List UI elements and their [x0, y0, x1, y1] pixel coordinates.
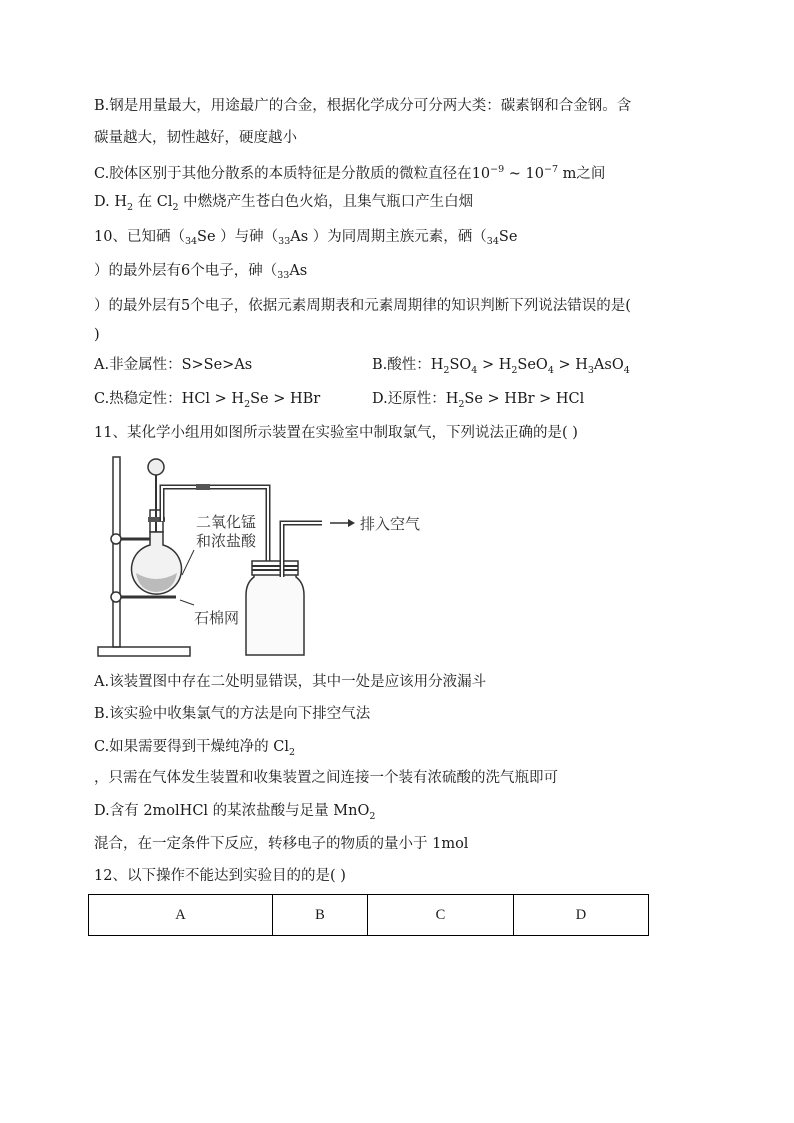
q11-option-b: B.该实验中收集氯气的方法是向下排空气法 [94, 706, 371, 722]
q10-stem-line3: ）的最外层有5个电子，依据元素周期表和元素周期律的知识判断下列说法错误的是( [94, 298, 631, 314]
q11-stem: 11、某化学小组用如图所示装置在实验室中制取氯气，下列说法正确的是( ) [94, 425, 578, 441]
funnel-bulb [148, 459, 164, 475]
q10-stem-line1: 10、已知硒（$_{34}Se$ ）与砷（$_{33}As$ ）为同周期主族元素，硒（$_{34}Se$ [94, 229, 518, 247]
table-header-d: D [514, 895, 649, 936]
collection-bottle [246, 565, 304, 655]
q12-options-table [88, 894, 649, 936]
q11-option-c-line2: ，只需在气体发生装置和收集装置之间连接一个装有浓硫酸的洗气瓶即可 [94, 770, 558, 786]
table-header-b: B [273, 895, 368, 936]
label-asbestos-gauze: 石棉网 [194, 610, 240, 627]
q9-option-b-line2: 碳量越大，韧性越好，硬度越小 [94, 130, 297, 146]
q10-stem-line4: ) [94, 327, 100, 343]
q10-option-d: D.还原性：$H_2Se$ > HBr > HCl [372, 391, 585, 410]
q10-option-b: B.酸性：$H_2SO_4 > H_2SeO_4 > H_3AsO_4$ [372, 357, 630, 376]
label-exhaust: 排入空气 [360, 516, 421, 533]
q9-option-b-line1: B.钢是用量最大，用途最广的合金，根据化学成分可分两大类：碳素钢和合金钢。含 [94, 98, 632, 114]
stand-rod [113, 457, 120, 647]
table-header-a: A [89, 895, 273, 936]
chlorine-apparatus-figure [96, 455, 436, 665]
label-mno2: 二氧化锰 [196, 514, 257, 531]
q11-option-d-line2: 混合，在一定条件下反应，转移电子的物质的量小于 1mol [94, 836, 469, 852]
label-hcl: 和浓盐酸 [196, 533, 257, 550]
q11-option-a: A.该装置图中存在二处明显错误，其中一处是应该用分液漏斗 [94, 674, 487, 690]
q9-option-d: D. $H_2$ 在 $Cl_2$ 中燃烧产生苍白色火焰，且集气瓶口产生白烟 [94, 194, 474, 213]
q12-stem: 12、以下操作不能达到实验目的的是( ) [94, 868, 346, 884]
q11-option-c-line1: C.如果需要得到干燥纯净的 $Cl_2$ [94, 739, 296, 758]
q11-option-d-line1: D.含有 2molHCl 的某浓盐酸与足量 MnO$_2$ [94, 803, 376, 822]
q10-option-a: A.非金属性：S>Se>As [94, 357, 253, 373]
stand-base [98, 647, 190, 656]
table-header-c: C [368, 895, 514, 936]
q10-stem-line2: ）的最外层有6个电子，砷（$_{33}As$ [94, 263, 308, 281]
q10-option-c: C.热稳定性：HCl > $H_2Se$ > HBr [94, 391, 321, 410]
q9-option-c: C.胶体区别于其他分散系的本质特征是分散质的微粒直径在$10^{-9}$ ~ $10^{-7}$ m之间 [94, 164, 606, 182]
